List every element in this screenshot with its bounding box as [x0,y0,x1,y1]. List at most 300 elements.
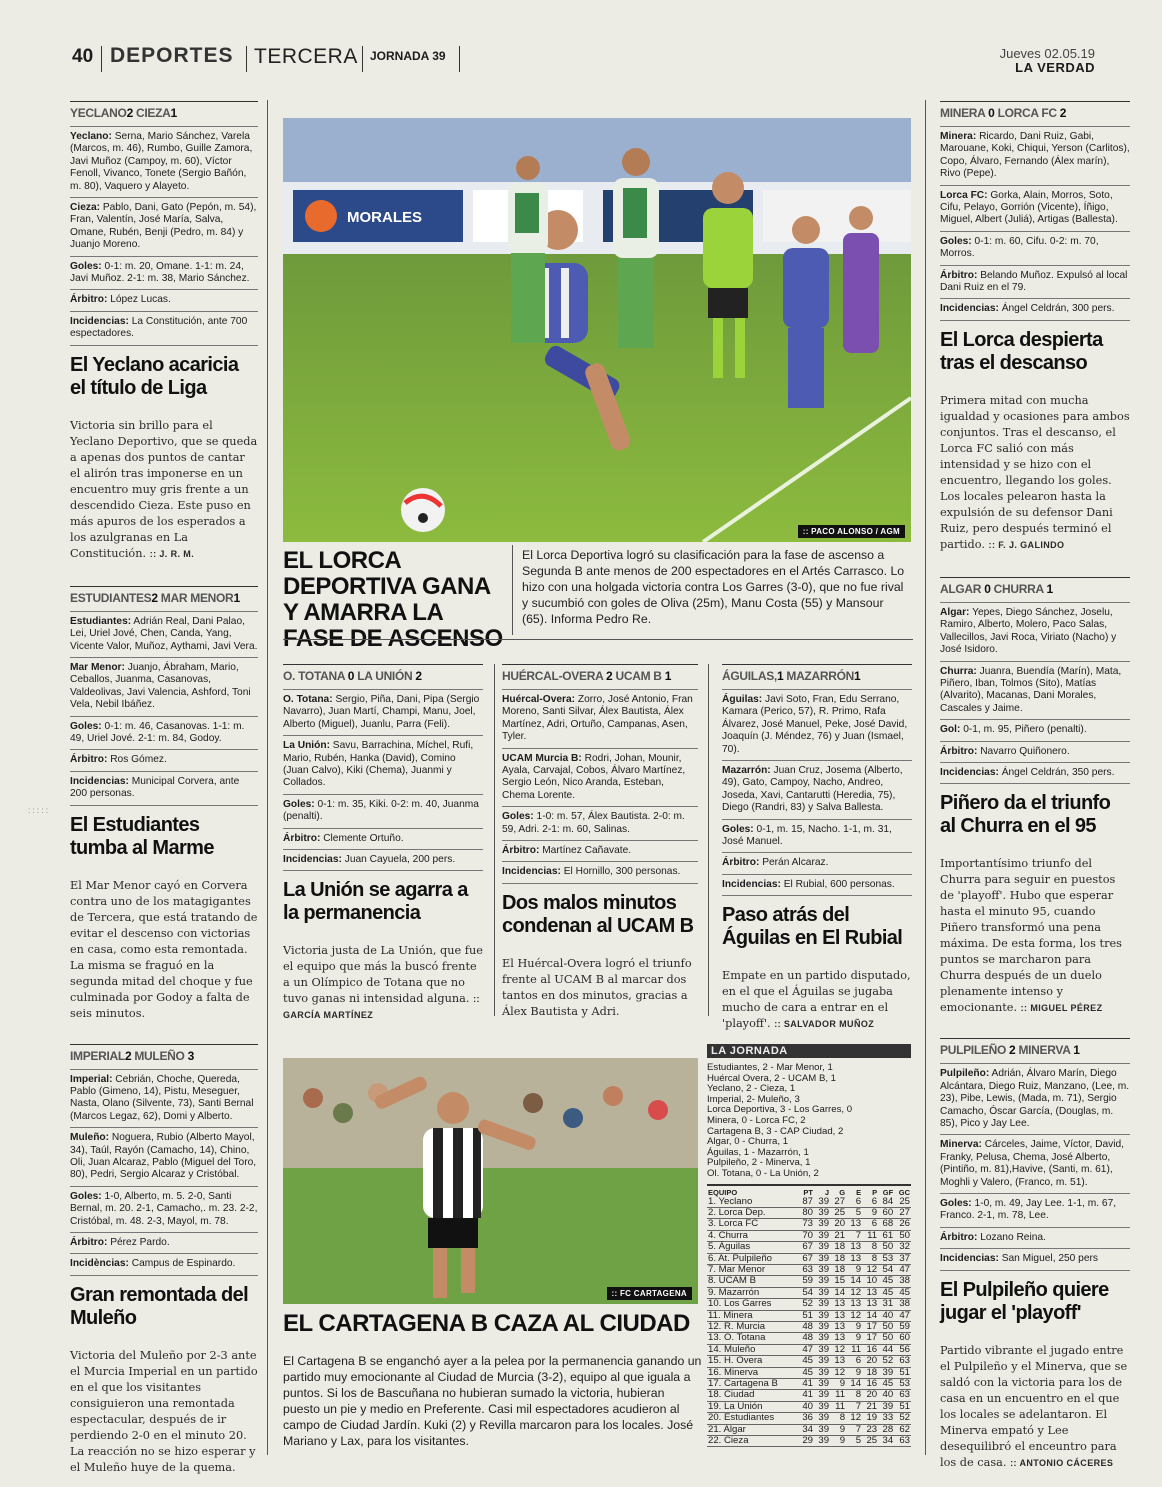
value: Yepes, Diego Sánchez, Joselu, Ramiro, Alberto, Molero, Paco Salas, Vallecillos, Javi Roca, Viriato (Nacho) y José Isidoro. [940,606,1117,656]
column-divider [708,664,709,1016]
home-lineup [70,611,258,658]
team-cell: 22. Cieza [707,1436,798,1447]
stat-cell: 5 [846,1207,862,1218]
column-header: P [872,1187,878,1197]
stat-cell: 5 [846,1436,862,1447]
scoreline [940,578,1130,602]
label: Minerva: [940,1139,982,1151]
scoreline: ÁGUILAS,1 MAZARRÓN1 [722,669,861,683]
stat-cell: 31 [878,1299,894,1310]
body-text: El Huércal-Overa logró el triunfo frente al UCAM B al marcar dos tantos en dos minutos, gracias a Álex Bautista y Adri. [502,956,692,1018]
stat-cell: 87 [798,1197,814,1208]
label: Gol: [940,724,961,736]
label: Goles: [940,1198,972,1209]
stat-cell: 17 [862,1322,878,1333]
stat-cell: 18 [830,1242,846,1253]
divider [101,46,102,72]
goals [722,820,912,854]
away-goals: 1 [170,106,177,120]
stat-cell: 39 [814,1333,830,1344]
goals [70,717,258,751]
label: Goles: [70,260,102,272]
stat-cell: 14 [846,1379,862,1390]
stat-cell: 39 [814,1219,830,1230]
stat-cell: 52 [894,1413,911,1424]
label: Incidencias: [70,775,129,787]
photo-credit: :: FC CARTAGENA [607,1287,692,1300]
home-team: ÁGUILAS [722,669,774,683]
stat-cell: 39 [814,1390,830,1401]
result-line: Cartagena B, 3 - CAP Ciudad, 2 [707,1125,844,1137]
result-line: Ol. Totana, 0 - La Unión, 2 [707,1167,819,1179]
label: Imperial: [70,1073,113,1085]
stat-cell: 18 [862,1367,878,1378]
stat-cell: 7 [846,1424,862,1435]
stat-cell: 7 [846,1230,862,1241]
stat-cell: 25 [830,1207,846,1218]
stat-cell: 14 [846,1276,862,1287]
stat-cell: 11 [862,1230,878,1241]
label: Incidencias: [722,878,781,890]
label: Goles: [722,823,754,835]
team-cell: 14. Muleño [707,1344,798,1355]
stat-cell: 50 [894,1230,911,1241]
away-goals: 1 [1046,581,1053,596]
value: Juan Cruz, Josema (Alberto, 49), Gato, Campoy, Nacho, Andreo, Joseda, Xavi, Cantarutti (Heredia, 75), Diego (Randri, 83) y Salva Ballesta. [722,765,903,814]
stat-cell: 36 [798,1413,814,1424]
home-lineup [70,1069,258,1129]
away-lineup [502,749,698,808]
label: Yeclano: [70,131,112,142]
home-team: MINERA [940,106,986,120]
stat-cell: 7 [846,1401,862,1412]
stat-cell: 29 [798,1436,814,1447]
home-team: O. TOTANA [283,669,345,683]
match-box-pulpileno [940,1038,1130,1470]
stat-cell: 45 [878,1287,894,1298]
stat-cell: 27 [894,1207,911,1218]
value: Zorro, José Antonio, Fran Moreno, Santi Silvar, Álex Bautista, Álex Martínez, Adri, Ortuño, Campanas, Asen, Tyler. [502,694,693,743]
stat-cell: 63 [894,1356,911,1367]
stat-cell: 51 [894,1367,911,1378]
home-team: PULPILEÑO [940,1043,1006,1058]
stat-cell: 18 [830,1253,846,1264]
away-lineup [722,761,912,820]
incidents [940,299,1130,320]
value: El Rubial, 600 personas. [780,878,895,890]
incidents [502,862,698,883]
stat-cell: 9 [830,1424,846,1435]
stat-cell: 14 [830,1287,846,1298]
stat-cell: 39 [814,1276,830,1287]
away-lineup [70,1128,258,1187]
stat-cell: 8 [830,1413,846,1424]
divider [362,46,363,72]
article-body [940,856,1130,1016]
scoreline [70,587,258,611]
value: Municipal Corvera, ante 200 personas. [70,775,240,800]
stat-cell: 50 [878,1322,894,1333]
stat-cell: 70 [798,1230,814,1241]
section-rule [283,639,913,640]
stat-cell: 60 [894,1333,911,1344]
stat-cell: 45 [798,1367,814,1378]
stat-cell: 84 [878,1197,894,1208]
column-header: J [824,1187,830,1197]
incidents [70,1254,258,1275]
stat-cell: 53 [878,1253,894,1264]
referee [70,1233,258,1254]
team-cell: 16. Minerva [707,1367,798,1378]
stat-cell: 12 [862,1264,878,1275]
incidents [722,875,912,896]
away-team: CIEZA [136,106,171,120]
stat-cell: 39 [814,1253,830,1264]
stat-cell: 9 [846,1367,862,1378]
section-title: DEPORTES [110,44,234,67]
stat-cell: 63 [894,1390,911,1401]
incidents [940,763,1130,784]
byline: :: SALVADOR MUÑOZ [774,1019,875,1030]
stat-cell: 39 [814,1287,830,1298]
article-body [940,1343,1130,1471]
label: Incidencias: [940,1253,999,1265]
standings-table [707,1188,911,1448]
table-row [707,1424,911,1435]
stat-cell: 10 [862,1276,878,1287]
scoreline [70,102,258,126]
stat-cell: 39 [814,1367,830,1378]
label: Mar Menor: [70,661,125,673]
incidents [283,850,483,871]
value: 0-1: m. 46, Casanovas. 1-1: m. 49, Uriel Jové. 2-1: m. 84, Godoy. [70,720,245,744]
stat-cell: 39 [814,1401,830,1412]
referee [70,750,258,771]
headline: La Unión se agarra a la permanencia [283,879,468,925]
column-header: PT [803,1187,813,1197]
stat-cell: 39 [878,1401,894,1412]
team-cell: 17. Cartagena B [707,1379,798,1390]
table-row [707,1287,911,1298]
team-cell: 21. Algar [707,1424,798,1435]
away-team: MAR MENOR [160,590,234,605]
byline: :: ANTONIO CÁCERES [1010,1457,1114,1468]
value: 0-1, m. 15, Nacho. 1-1, m. 31, José Manuel. [722,823,892,848]
stat-cell: 67 [798,1253,814,1264]
stat-cell: 68 [878,1219,894,1230]
value: Serna, Mario Sánchez, Varela (Marcos, m. 46), Rumbo, Guille Zamora, Javi Muñoz (Campoy, m. 60), Víctor Fenoll, Vivanco, Tonete (Sergio Bañón, m. 80), Vaquero y Alayeto. [70,131,253,192]
home-goals: 0 [988,106,995,120]
away-lineup [940,662,1130,721]
cartagena-body: El Cartagena B se enganchó ayer a la pelea por la permanencia ganando un partido muy emocionante al Ciudad de Murcia (3-2), equipo al que iguala a puntos. Si los de Bascuñana no hubieran sumado la victoria, hubieran puesto un pie y medio en Preferente. Casi mil espectadores acudieron al campo de Ciudad Jardín. Kuki (2) y Revilla marcaron para los locales. José Mariano y Lax, para los visitantes. [283,1354,702,1448]
stat-cell: 34 [878,1436,894,1447]
body-text: Victoria del Muleño por 2-3 ante el Murcia Imperial en un partido en el que los visitantes consiguieron una remontada espectacular, después de ir perdiendo 2-0 en el minuto 20. La reacción no se hizo esperar y el Muleño huye de la quema. [70,1348,258,1474]
stat-cell: 9 [830,1379,846,1390]
stadium-stand [283,118,911,188]
stat-cell: 27 [830,1197,846,1208]
team-cell: 2. Lorca Dep. [707,1207,798,1218]
home-goals: 1 [776,669,784,683]
away-goals: 1 [1073,1043,1080,1058]
team-cell: 11. Minera [707,1310,798,1321]
stat-cell: 8 [846,1390,862,1401]
value: El Hornillo, 300 personas. [560,866,681,878]
stat-cell: 13 [846,1253,862,1264]
result-line: Minera, 0 - Lorca FC, 2 [707,1114,806,1126]
stat-cell: 12 [830,1344,846,1355]
stat-cell: 67 [798,1242,814,1253]
home-lineup [940,1063,1130,1135]
home-lineup [940,126,1130,186]
stat-cell: 39 [814,1207,830,1218]
stat-cell: 33 [878,1413,894,1424]
stat-cell: 54 [878,1264,894,1275]
stat-cell: 21 [830,1230,846,1241]
stat-cell: 21 [862,1401,878,1412]
label: Árbitro: [722,857,760,869]
right-column [940,101,1130,1471]
team-cell: 8. UCAM B [707,1276,798,1287]
value: Juan Cayuela, 200 pers. [341,854,456,866]
away-team: CHURRA [993,581,1044,596]
issue-date: Jueves 02.05.19 [999,46,1095,61]
home-team: IMPERIAL [70,1048,125,1063]
subsection-title: TERCERA [254,45,358,68]
table-row [707,1264,911,1275]
stat-cell: 39 [814,1356,830,1367]
label: Árbitro: [940,269,978,281]
cartagena-story [283,1311,703,1449]
stat-cell: 47 [894,1264,911,1275]
scoreline [940,1039,1130,1063]
value: Adrián, Álvaro Marín, Diego Alcántara, Diego Ruiz, Manzano, (Lee, m. 23), Pibe, Lewis, (Mada, m. 71), Sergio Camacho, Óscar García, (Douglas, m. 85), Pico y Jay Lee. [940,1068,1130,1129]
table-row [707,1390,911,1401]
value: Pérez Pardo. [107,1237,170,1249]
referee [722,853,912,874]
stat-cell: 62 [894,1424,911,1435]
result-line: Yeclano, 2 - Cieza, 1 [707,1083,796,1095]
match-box-estudiantes [70,586,258,1022]
stat-cell: 50 [878,1333,894,1344]
away-lineup [70,198,258,257]
left-column [70,101,258,1476]
table-row [707,1242,911,1253]
label: Algar: [940,606,970,618]
home-goals: 0 [984,581,991,596]
incidents [70,312,258,346]
column-header: G [839,1187,846,1197]
result-line: Imperial, 2- Muleño, 3 [707,1093,800,1105]
headline: Paso atrás del Águilas en El Rubial [722,904,903,950]
stat-cell: 39 [878,1367,894,1378]
value: 0-1, m. 95, Piñero (penalti). [960,724,1087,736]
label: Incidèncias: [70,1258,129,1270]
label: O. Totana: [283,694,333,705]
divider [459,46,460,72]
home-goals: 2 [606,669,613,683]
stat-cell: 9 [846,1333,862,1344]
label: Incidencias: [70,315,129,327]
stat-cell: 41 [798,1390,814,1401]
team-cell: 19. La Unión [707,1401,798,1412]
result-line: Estudiantes, 2 - Mar Menor, 1 [707,1062,833,1073]
team-cell: 9. Mazarrón [707,1287,798,1298]
table-row [707,1310,911,1321]
value: 0-1: m. 35, Kiki. 0-2: m. 40, Juanma (penalti). [283,798,479,823]
article-body [722,968,912,1032]
stat-cell: 18 [830,1264,846,1275]
away-team: UCAM B [615,669,662,683]
match-box-minera [940,101,1130,553]
stat-cell: 16 [862,1344,878,1355]
value: La Constitución, ante 700 espectadores. [70,315,248,340]
football-match-photo [283,118,911,542]
stat-cell: 6 [862,1197,878,1208]
value: López Lucas. [107,294,171,306]
value: Cárceles, Jaime, Víctor, David, Franky, Pelusa, Chema, José Alberto, (Pintiño, m. 81),Havive, (Santi, m. 61), Moghli y Valero, (Franco, m. 51). [940,1139,1125,1188]
lead-summary-box [522,547,912,627]
away-team: LA UNIÓN [357,669,413,683]
stat-cell: 8 [862,1242,878,1253]
away-goals: 3 [187,1048,194,1063]
sponsor-logo-icon [305,200,337,232]
match-box-aguilas [722,664,912,1032]
label: Árbitro: [70,754,108,766]
home-lineup [70,126,258,198]
stat-cell: 44 [878,1344,894,1355]
stat-cell: 13 [862,1299,878,1310]
headline: El Estudiantes tumba al Marme [70,813,214,859]
value: Ángel Celdrán, 300 pers. [998,303,1115,315]
article-body [283,943,483,1023]
away-lineup [283,736,483,795]
scoreline [940,102,1130,126]
label: Árbitro: [283,832,321,844]
stat-cell: 23 [862,1424,878,1435]
stat-cell: 9 [846,1322,862,1333]
scoreline [502,665,698,689]
value: 0-1: m. 60, Cifu. 0-2: m. 70, Morros. [940,235,1099,260]
result-line: Pulpileño, 2 - Minerva, 1 [707,1157,811,1169]
stat-cell: 12 [846,1287,862,1298]
stat-cell: 16 [862,1379,878,1390]
stat-cell: 53 [894,1379,911,1390]
stat-cell: 17 [862,1333,878,1344]
stat-cell: 45 [798,1356,814,1367]
stat-cell: 54 [798,1287,814,1298]
column-header: GC [898,1187,910,1197]
team-cell: 18. Ciudad [707,1390,798,1401]
stat-cell: 12 [830,1367,846,1378]
value: Belando Muñoz. Expulsó al local Dani Ruiz en el 79. [940,269,1128,294]
stat-cell: 13 [830,1322,846,1333]
article-body [70,878,258,1022]
table-row [707,1333,911,1344]
stat-cell: 61 [878,1230,894,1241]
stat-cell: 52 [878,1356,894,1367]
stat-cell: 47 [798,1344,814,1355]
home-lineup [502,689,698,749]
team-cell: 6. At. Pulpileño [707,1253,798,1264]
referee [940,266,1130,300]
label: Incidencias: [283,854,342,866]
away-team: LORCA FC [997,106,1057,120]
stat-cell: 63 [894,1436,911,1447]
article-body [940,393,1130,553]
table-row [707,1276,911,1287]
team-cell: 3. Lorca FC [707,1219,798,1230]
pitch [283,1168,698,1304]
stat-cell: 20 [862,1356,878,1367]
team-cell: 1. Yeclano [707,1197,798,1208]
body-text: Partido vibrante el jugado entre el Pulpileño y el Minerva, que se saldó con la victoria para los de casa en un encuentro en el que los locales se adelantaron. El Minerva empató y Lee desequilibró el enceuntro para los de casa. [940,1343,1128,1469]
stat-cell: 26 [894,1219,911,1230]
stat-cell: 40 [878,1390,894,1401]
body-text: Victoria justa de La Unión, que fue el equipo que más la buscó frente a un Olímpico de Totana que no tuvo ganas ni intensidad alguna. [283,944,483,1006]
stat-cell: 39 [814,1242,830,1253]
byline: :: MIGUEL PÉREZ [1020,1003,1103,1014]
stat-cell: 41 [798,1379,814,1390]
stat-cell: 20 [862,1390,878,1401]
value: 0-1: m. 20, Omane. 1-1: m. 24, Javi Muñoz. 2-1: m. 38, Mario Sánchez. [70,260,250,285]
body-text: Victoria sin brillo para el Yeclano Deportivo, que se queda a apenas dos puntos de cantar el alirón tras imponerse en un encuentro muy gris frente a un descendido Cieza. Este puso en más apuros de los esperados a los azulgranas en La Constitución. [70,418,258,560]
away-goals: 2 [1059,106,1067,120]
table-row [707,1322,911,1333]
stat-cell: 39 [814,1197,830,1208]
stat-cell: 9 [830,1436,846,1447]
table-row [707,1379,911,1390]
referee [502,841,698,862]
column-header: E [856,1187,862,1197]
stat-cell: 8 [862,1253,878,1264]
stat-cell: 32 [894,1242,911,1253]
team-cell: 5. Águilas [707,1242,798,1253]
stat-cell: 28 [878,1424,894,1435]
headline: Dos malos minutos condenan al UCAM B [502,891,694,937]
stat-cell: 45 [878,1276,894,1287]
stat-cell: 38 [894,1276,911,1287]
stat-cell: 12 [846,1310,862,1321]
body-text: Empate en un partido disputado, en el que el Águilas se jugaba mucho de cara a entrar en el 'playoff'. [722,969,911,1031]
newspaper-name: LA VERDAD [1015,60,1095,75]
stat-cell: 39 [814,1436,830,1447]
home-goals: 2 [151,590,158,605]
stat-cell: 13 [830,1356,846,1367]
home-goals: 2 [124,1048,132,1063]
value: Martínez Cañavate. [539,845,632,857]
label: Goles: [70,720,102,732]
goals [502,807,698,841]
headline: El Pulpileño quiere jugar el 'playoff' [940,1278,1109,1324]
away-goals: 2 [415,669,422,683]
label: Incidencias: [940,766,999,778]
home-team: HUÉRCAL-OVERA [502,669,603,683]
stat-cell: 80 [798,1207,814,1218]
label: Estudiantes: [70,615,132,627]
stat-cell: 13 [830,1310,846,1321]
stat-cell: 60 [878,1207,894,1218]
jornada-label: JORNADA 39 [370,49,446,63]
stat-cell: 59 [798,1276,814,1287]
page-number: 40 [72,46,94,67]
value: 1-0, Alberto, m. 5. 2-0, Santi Bernal, m. 20. 2-1, Camacho,. m. 23. 2-2, Cristóbal, m. 48. 2-3, Mayol, m. 78. [70,1190,258,1227]
home-team: ESTUDIANTES [70,590,152,605]
value: Rodri, Johan, Mounir, Ayala, Carvajal, Cobos, Álvaro Martínez, Sergio León, Nico Aranda, Esteban, Chema Lorente. [502,752,686,801]
stat-cell: 63 [798,1264,814,1275]
stat-cell: 56 [894,1344,911,1355]
label: Pulpileño: [940,1068,990,1080]
away-lineup [70,658,258,717]
